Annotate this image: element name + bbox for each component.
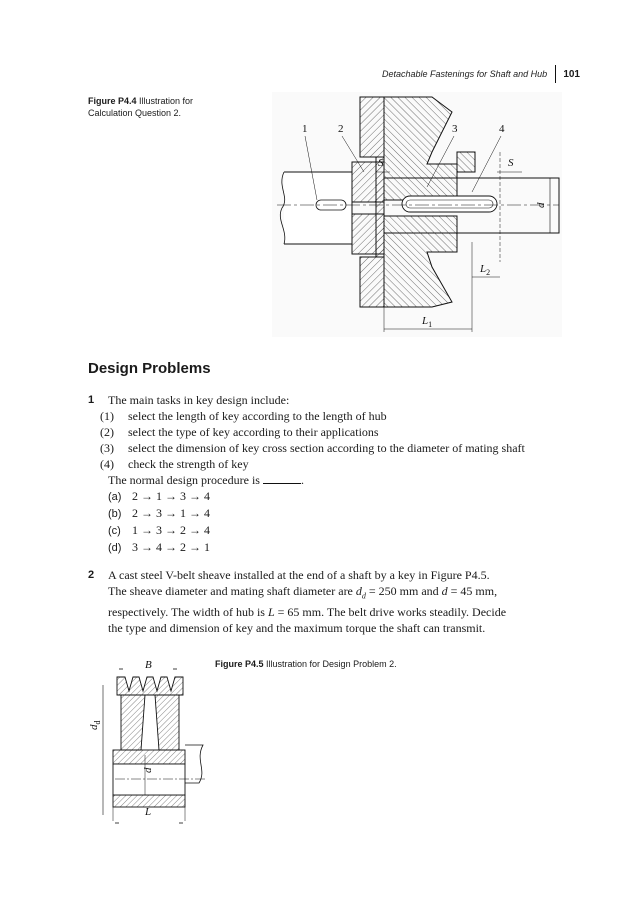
dim-s-right: S xyxy=(508,157,514,169)
running-title: Detachable Fastenings for Shaft and Hub xyxy=(382,69,548,79)
callout-1: 1 xyxy=(302,123,308,135)
figure-p44-caption-text: Illustration for Calculation Question 2. xyxy=(88,96,194,118)
problem-2-line-1: A cast steel V-belt sheave installed at the end of a shaft by a key in Figure P4.5. xyxy=(108,568,490,582)
callout-2: 2 xyxy=(338,123,344,135)
list-item: (2) select the type of key according to their applications xyxy=(100,425,379,439)
running-head xyxy=(382,66,580,82)
dim-dd: $d_d$ xyxy=(88,720,102,730)
problem-1-stem: The main tasks in key design include: xyxy=(108,393,290,407)
problem-2-line-3: respectively. The width of hub is L = 65 mm. The belt drive works steadily. Decide xyxy=(108,605,507,620)
figure-p45-drawing xyxy=(85,655,210,825)
callout-4: 4 xyxy=(499,123,505,135)
dim-l2: $L_2$ xyxy=(480,263,491,277)
section-title: Design Problems xyxy=(88,360,211,377)
problem-1-question: The normal design procedure is . xyxy=(108,473,304,487)
problem-2-line-4: the type and dimension of key and the maximum torque the shaft can transmit. xyxy=(108,621,486,636)
figure-p45-caption xyxy=(215,658,397,670)
page-number: 101 xyxy=(563,68,580,80)
dim-l: L xyxy=(145,806,152,818)
dim-l1: $L_1$ xyxy=(422,315,433,329)
problem-1 xyxy=(88,392,558,556)
list-item: (4) check the strength of key xyxy=(100,457,249,471)
list-item: (3) select the dimension of key cross section according to the diameter of mating shaft xyxy=(100,441,525,455)
left-shaft xyxy=(280,172,352,244)
list-item: (1) select the length of key according to the length of hub xyxy=(100,409,387,423)
figure-p45-label: Figure P4.5 xyxy=(215,659,264,669)
option-b: (b) 2 → 3 → 1 → 4 xyxy=(108,506,210,520)
figure-p45-caption-text: Illustration for Design Problem 2. xyxy=(266,659,397,669)
figure-p44-drawing xyxy=(272,92,562,337)
answer-blank xyxy=(263,472,301,484)
dim-d: d xyxy=(535,202,547,208)
problem-2-number: 2 xyxy=(88,569,95,581)
figure-p44-label: Figure P4.4 xyxy=(88,96,137,106)
head-divider xyxy=(555,65,556,83)
dim-s-left: S xyxy=(378,157,384,169)
figure-p44-caption xyxy=(88,95,228,119)
problem-1-number: 1 xyxy=(88,394,95,406)
option-c: (c) 1 → 3 → 2 → 4 xyxy=(108,523,210,537)
option-d: (d) 3 → 4 → 2 → 1 xyxy=(108,540,210,554)
callout-3: 3 xyxy=(452,123,458,135)
option-a: (a) 2 → 1 → 3 → 4 xyxy=(108,489,210,503)
problem-2 xyxy=(88,567,558,636)
problem-2-line-2: The sheave diameter and mating shaft diameter are $d_d = 250$ mm and d = 45 mm, xyxy=(108,584,498,601)
dim-d-shaft: d xyxy=(142,767,154,773)
dim-b: B xyxy=(145,659,152,671)
